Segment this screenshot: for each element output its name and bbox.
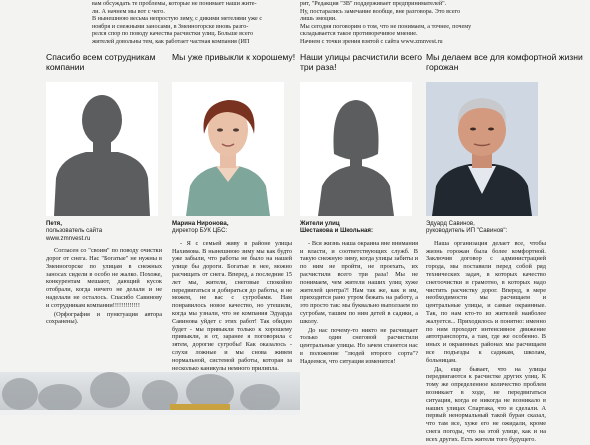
intro-line: жителей довольны тем, как работает частная компания (ИП (92, 37, 250, 45)
intro-line: релся спор по поводу качества расчистки улиц. Больше всего (92, 30, 254, 38)
person-caption (46, 220, 174, 242)
man-portrait-icon (426, 82, 538, 216)
opinion-column-3 (300, 52, 428, 367)
paragraph: До нас почему-то никто не расчищает только один снеговой расчистили центральные улицы. Но зачем станется нас в положение "людей второго сорта"? Надеемся, что ситуация изменится! (300, 326, 418, 365)
opinion-column-4 (426, 52, 586, 445)
portrait-photo (426, 82, 538, 216)
winter-street-photo (0, 372, 300, 415)
column-body (300, 240, 418, 366)
woman-silhouette-icon (300, 82, 412, 216)
intro-line: ли. А начнем мы вот с чего. (92, 7, 165, 15)
person-caption (300, 220, 428, 235)
portrait-photo (172, 82, 284, 216)
opinion-column-2 (172, 52, 300, 373)
column-heading: Мы делаем все для комфортной жизни горожан (426, 52, 583, 72)
column-heading: Спасибо всем сотрудникам компании (46, 52, 156, 72)
intro-line: В нынешнюю весьма непростую зиму, с дикими метелями уже с (92, 15, 263, 23)
person-silhouette-icon (46, 82, 158, 216)
column-heading: Мы уже привыкли к хорошему! (172, 52, 296, 62)
person-role: руководитель ИП "Савинов": (426, 227, 508, 235)
person-name: Эдуард Савинов, (426, 220, 475, 227)
intro-left-column (92, 0, 272, 46)
intro-line: Мы сегодня поговорим о том, что не понимаем, а точнее, почему (300, 22, 472, 30)
person-site: www.zmnvest.ru (46, 234, 91, 242)
person-caption (172, 220, 300, 235)
intro-line: складывается такое противоречивое мнение. (300, 30, 418, 38)
intro-line: Начнем с точки зрения взятой с сайта www.zmnvest.ru (300, 37, 443, 45)
column-body (172, 240, 292, 373)
column-body (426, 240, 546, 444)
column-body (46, 247, 162, 326)
person-name: Марина Ниронова, (172, 220, 229, 227)
snowy-trees-icon (0, 372, 300, 415)
paragraph: (Орфография и пунктуация автора сохранены). (46, 310, 162, 326)
person-role: пользователь сайта (46, 227, 103, 235)
silhouette-photo (46, 82, 158, 216)
woman-portrait-icon (172, 82, 284, 216)
person-role: Шестакова и Школьная: (300, 227, 374, 235)
intro-line: вам обсуждать те проблемы, которые не понимает наши жите- (92, 0, 257, 7)
intro-right-column (300, 0, 500, 46)
silhouette-photo (300, 82, 412, 216)
paragraph: Согласен со "своим" по поводу очистки дорог от снега. Нас "Богатые" не нужны в Змеиногорске по улицам в снежных заносах сидели в особо не жалко. Похоже, конкурентам мешают, дающий кусок отобрали, когда ничего не делали и не наделали не осталось. Спасибо Савинову и сотрудникам компании!!!!!!!!!!!!! (46, 247, 162, 309)
paragraph: - Я с семьей живу в районе улицы Нахимова. В нынешнюю зиму мы как будто уже забыли, что работы не было на нашей улице бы дороги. Богатые в нее, можно расчищать от снега. Вперед, а последние 15 лет мы, жители, снеговые спокойно передвигаться и добираться до работы, и не можем, не вас с сугробами. Нам понравилось новое качество, но утешили, когда мы узнали, что не компания Эдуарда Савинова уйдет с этих работ! Так обидно будет - мы привыкли только к хорошему привыкли, и от, заранее я поговорила с зятем, дорогие сугробы! Как оказалось - слухи ложные и мы снова живем нормальной, системой работы, которая за несколько каникулы немного прилипла. (172, 239, 292, 372)
article-intro (0, 0, 590, 48)
person-name: Петя, (46, 220, 62, 227)
intro-line: лишь эмоции. (300, 15, 337, 23)
intro-line: рит, "Редакция "ЗВ" поддерживает предпринимателей". (300, 0, 447, 7)
person-name: Жители улиц (300, 220, 340, 227)
column-heading: Наши улицы расчистили всего три раза! (300, 52, 423, 72)
person-role: директор БУК ЦБС: (172, 227, 228, 235)
opinion-column-1 (46, 52, 174, 327)
person-caption (426, 220, 586, 235)
paragraph: Наша организация делает все, чтобы жизнь горожан была более комфортной. Заключив договор с администрацией города, мы поставили перед собой ряд технических задач, в которых качество снегоочистки и грамотно, в которых надо чистить расчистку дорог. Вперед, в мере необходимости мы расчищаем и центральные улицы, и самые окраинные. Так, по нам кто-то из жителей наиболее жалуется... Приходилось и понятно: именно по ним проходит интенсивное движение автотранспорта, а там, где же особенно. В иных и окраинных районах мы расчищаем все подъезды к садикам, школам, больницам. (426, 239, 546, 364)
intro-line: Ну, постарались замечание вообще, вне разговора. Это всего (300, 7, 461, 15)
intro-line: ноября и снежными заносами, в Змеиногорске вновь разго- (92, 22, 249, 30)
paragraph: - Вся жизнь наша окраина вне внимания и власти, и соответствующих служб. В такую снежную зиму, когда улицы забиты и по ним не пройти, не проехать, их расчистили всего три раза! Мы не понимаем, чем жители наших улиц хуже жителей центра?! Нам так же, как и им, приходится рано утром бежать на работу, а это просто так: мы буквально выползаем по сугробам, ташим по ним детей в садики, а школу. (300, 239, 418, 325)
paragraph: Да, еще бывает, что на улицы передвигаются к расчистке других улиц. К тому же определенное количество проблем возникает в ходе, не передвигаться ситуация, когда ее никогда не возникало в наших улицах Спартака, что и сделали. А первый ненормальный такой буран сказал, что там все, хуже его не ожидали, кроме снега погоды, что на этой улице, как и на всех других. Есть жители того будущего. (426, 365, 546, 443)
